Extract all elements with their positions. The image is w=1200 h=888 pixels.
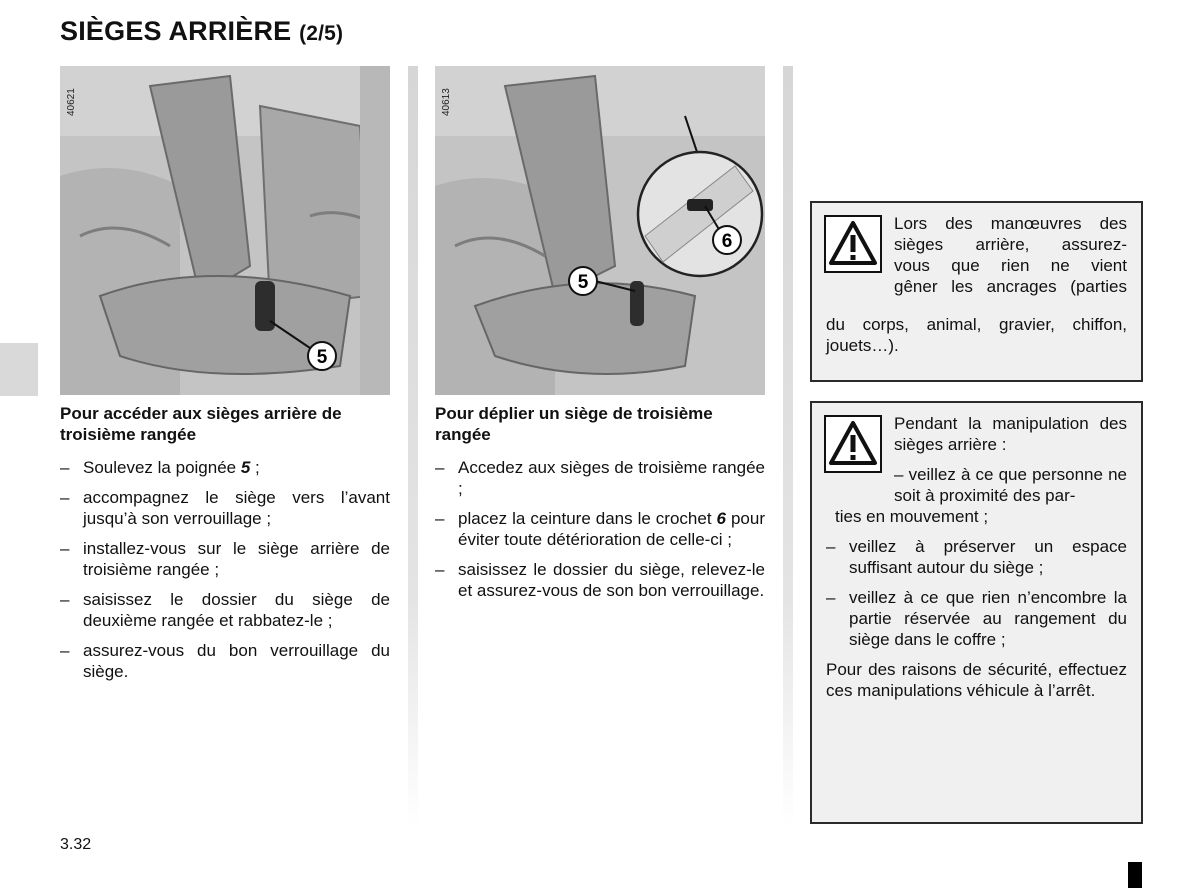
title-part: (2/5) <box>299 22 344 45</box>
warning-item: – veillez à ce que rien n’encombre la partie réservée au rangement du siège dans le coffre ; <box>826 587 1127 650</box>
step-item: – saisissez le dossier du siège de deuxième rangée et rabbatez-le ; <box>60 589 390 631</box>
photo-third-row-access <box>60 66 390 395</box>
step-item: – accompagnez le siège vers l’avant jusqu’à son verrouillage ; <box>60 487 390 529</box>
left-heading: Pour accéder aux sièges arrière de troisième rangée <box>60 404 342 444</box>
page-title <box>60 16 343 47</box>
belt-hook-inset <box>638 152 762 276</box>
middle-text-column <box>435 403 765 610</box>
step-item: – placez la ceinture dans le crochet 6 pour éviter toute détérioration de celle-ci ; <box>435 508 765 550</box>
left-steps-list <box>60 457 390 682</box>
image-ref-left: 40621 <box>66 88 77 116</box>
step-item: – Soulevez la poignée 5 ; <box>60 457 390 478</box>
column-divider-2 <box>783 66 793 826</box>
warning-triangle-icon <box>824 215 882 273</box>
step-item: – Accedez aux sièges de troisième rangée ; <box>435 457 765 499</box>
title-main: SIÈGES ARRIÈRE <box>60 16 292 46</box>
callout-5-middle <box>569 267 597 295</box>
svg-text:5: 5 <box>577 272 589 293</box>
svg-text:5: 5 <box>316 347 328 368</box>
step-item: – installez-vous sur le siège arrière de troisième rangée ; <box>60 538 390 580</box>
warning-1-rest: du corps, animal, gravier, chiffon, jouets…). <box>826 315 1127 355</box>
warning-2-footer: Pour des raisons de sécurité, effectuez ces manipulations véhicule à l’arrêt. <box>826 660 1127 700</box>
warning-2-first-item: – veillez à ce que personne ne soit à proximité des par- <box>894 465 1127 505</box>
warning-2-intro: Pendant la manipulation des sièges arrière : <box>894 414 1127 454</box>
middle-steps-list <box>435 457 765 601</box>
column-divider-1 <box>408 66 418 826</box>
warning-line: sièges arrière, assurez- <box>894 235 1127 254</box>
photo-third-row-unfold <box>435 66 765 395</box>
callout-6 <box>713 226 741 254</box>
warning-box-1 <box>810 201 1143 382</box>
step-item: – assurez-vous du bon verrouillage du siège. <box>60 640 390 682</box>
warning-line: Lors des manœuvres des <box>894 214 1127 233</box>
chapter-tab <box>0 343 38 396</box>
page-corner-mark <box>1128 862 1142 888</box>
middle-heading: Pour déplier un siège de troisième rangée <box>435 404 713 444</box>
page-number: 3.32 <box>60 836 92 853</box>
left-text-column <box>60 403 390 691</box>
step-item: – saisissez le dossier du siège, relevez-le et assurez-vous de son bon verrouillage. <box>435 559 765 601</box>
warning-line: gêner les ancrages (parties <box>894 277 1127 296</box>
callout-5-left <box>308 342 336 370</box>
warning-item: – veillez à préserver un espace suffisant autour du siège ; <box>826 536 1127 578</box>
svg-text:6: 6 <box>721 231 733 252</box>
warning-line: vous que rien ne vient <box>894 256 1127 275</box>
warning-2-first-item-cont: ties en mouvement ; <box>835 507 989 526</box>
warning-triangle-icon <box>824 415 882 473</box>
warning-box-2 <box>810 401 1143 824</box>
image-ref-middle: 40613 <box>441 88 452 116</box>
warning-2-items <box>826 536 1127 650</box>
